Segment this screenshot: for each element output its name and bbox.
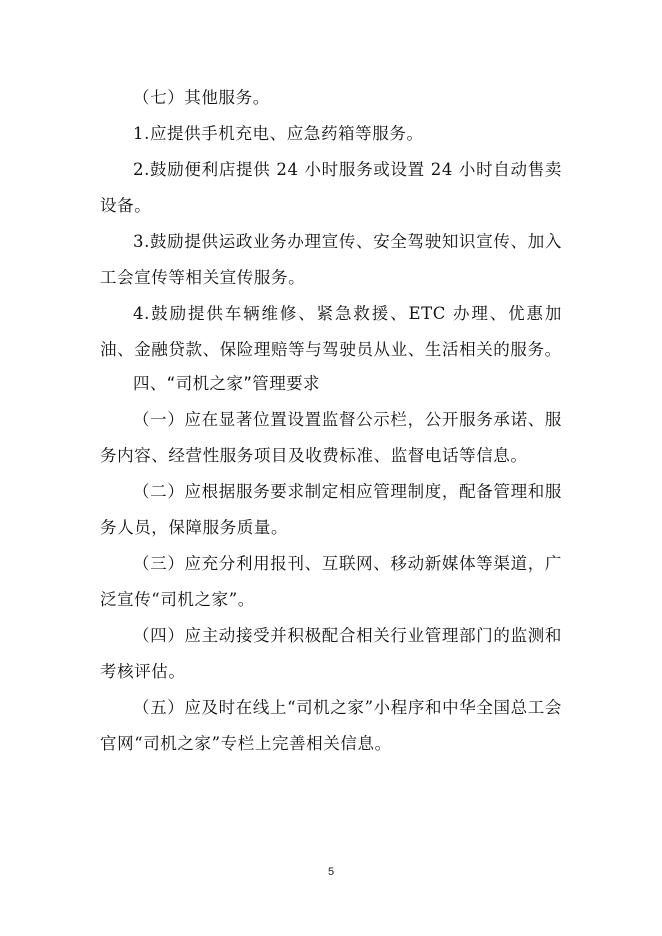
paragraph-item-4: 4.鼓励提供车辆维修、紧急救援、ETC 办理、优惠加油、金融贷款、保险理赔等与驾驶员从业、生活相关的服务。 <box>100 304 562 359</box>
paragraph-other-services: （七）其他服务。 <box>133 88 270 107</box>
section-heading: 四、“司机之家”管理要求 <box>133 374 320 393</box>
requirement-3: （三）应充分利用报刊、互联网、移动新媒体等渠道，广泛宣传“司机之家”。 <box>100 554 562 609</box>
page-number: 5 <box>327 866 335 878</box>
paragraph-item-2: 2.鼓励便利店提供 24 小时服务或设置 24 小时自动售卖设备。 <box>100 160 562 215</box>
requirement-2: （二）应根据服务要求制定相应管理制度，配备管理和服务人员，保障服务质量。 <box>100 482 562 537</box>
requirement-4: （四）应主动接受并积极配合相关行业管理部门的监测和考核评估。 <box>100 626 562 681</box>
requirement-1: （一）应在显著位置设置监督公示栏，公开服务承诺、服务内容、经营性服务项目及收费标准、监督电话等信息。 <box>100 410 562 465</box>
requirement-5: （五）应及时在线上“司机之家”小程序和中华全国总工会官网“司机之家”专栏上完善相关信息。 <box>100 698 562 753</box>
paragraph-item-3: 3.鼓励提供运政业务办理宣传、安全驾驶知识宣传、加入工会宣传等相关宣传服务。 <box>100 232 562 287</box>
paragraph-item-1: 1.应提供手机充电、应急药箱等服务。 <box>133 124 424 143</box>
